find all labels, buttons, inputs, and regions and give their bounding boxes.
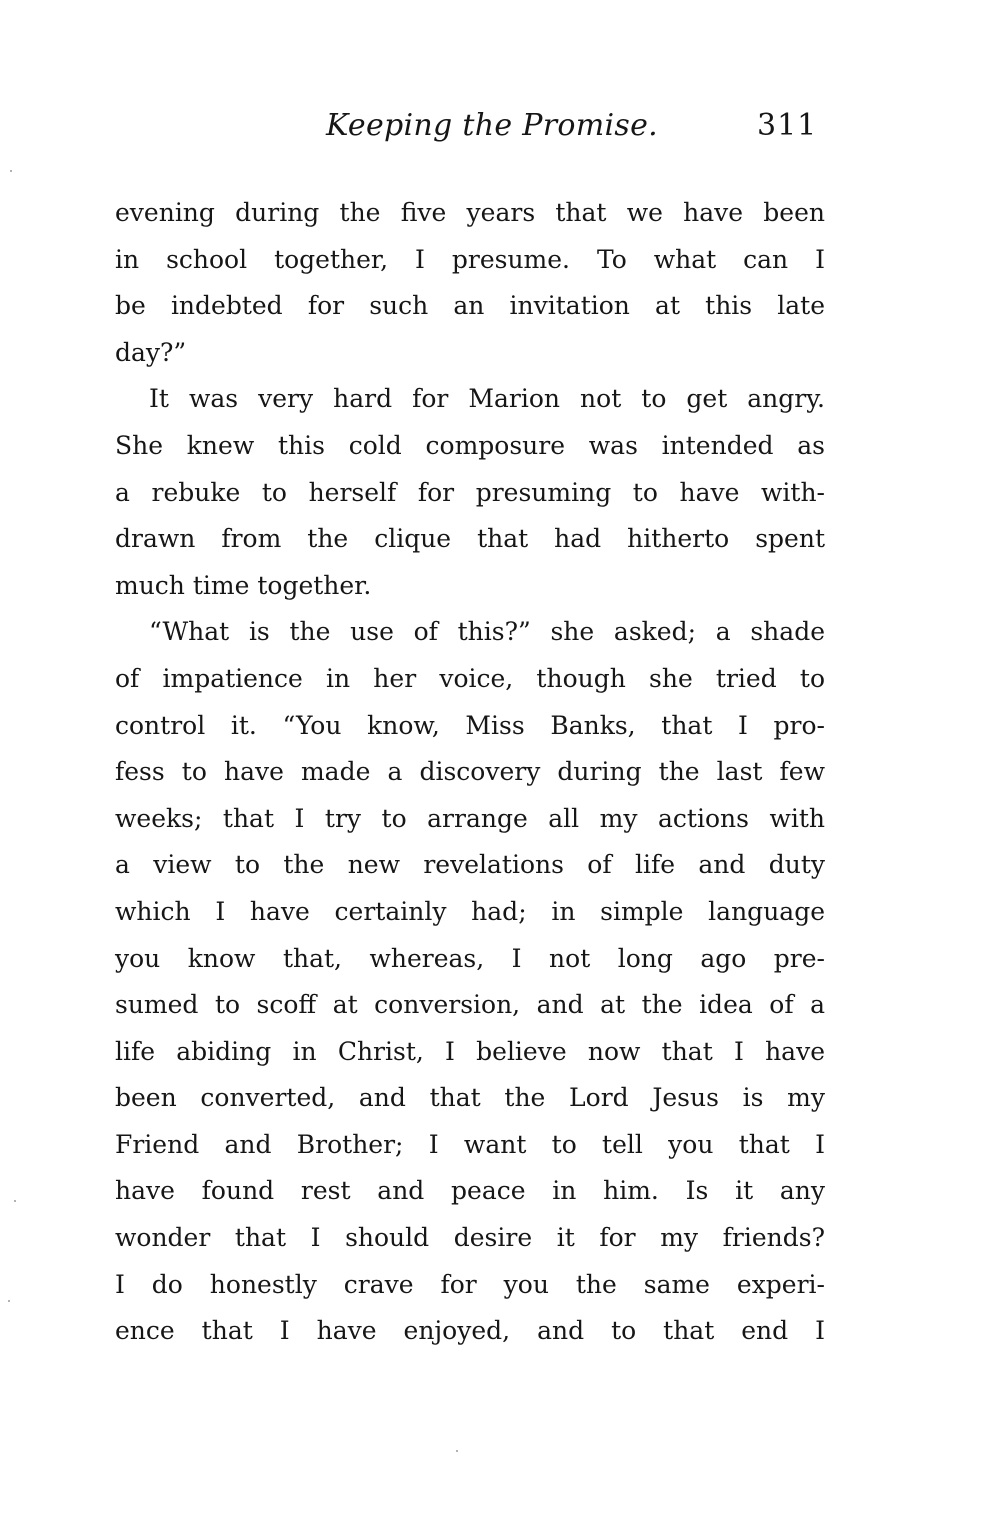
text-line: evening during the five years that we have been	[115, 198, 825, 227]
text-line: much time together.	[115, 570, 372, 600]
text-line: weeks; that I try to arrange all my actions with	[115, 803, 825, 833]
running-title: Keeping the Promise.	[326, 108, 658, 143]
scan-speck	[456, 1450, 458, 1452]
text-line: you know that, whereas, I not long ago pre-	[115, 943, 825, 973]
running-head	[0, 108, 1000, 158]
text-line: control it. “You know, Miss Banks, that I pro-	[115, 710, 825, 740]
scan-speck	[8, 1300, 10, 1302]
text-line: drawn from the clique that had hitherto spent	[115, 524, 825, 554]
text-line: fess to have made a discovery during the last few	[115, 757, 825, 787]
text-line: life abiding in Christ, I believe now that I have	[115, 1036, 825, 1066]
text-line: be indebted for such an invitation at this late	[115, 291, 825, 321]
text-line: of impatience in her voice, though she tried to	[115, 663, 825, 693]
text-line: I do honestly crave for you the same experi-	[115, 1269, 825, 1299]
text-line: have found rest and peace in him. Is it any	[115, 1176, 825, 1206]
text-line: day?”	[115, 337, 187, 367]
text-line: which I have certainly had; in simple language	[115, 896, 825, 926]
text-line: been converted, and that the Lord Jesus is my	[115, 1083, 825, 1113]
text-line: sumed to scoff at conversion, and at the idea of a	[115, 990, 825, 1020]
text-line: wonder that I should desire it for my friends?	[115, 1223, 825, 1253]
page-number: 311	[757, 108, 818, 143]
text-line: Friend and Brother; I want to tell you that I	[115, 1129, 825, 1159]
body-text	[115, 190, 825, 1355]
scan-speck	[10, 170, 12, 172]
text-line: a rebuke to herself for presuming to have with-	[115, 477, 825, 507]
scan-speck	[14, 1200, 16, 1202]
text-line: in school together, I presume. To what can I	[115, 244, 825, 274]
text-line: a view to the new revelations of life and duty	[115, 850, 825, 880]
paragraph-first-line: It was very hard for Marion not to get angry.	[149, 384, 825, 414]
text-line: ence that I have enjoyed, and to that end I	[115, 1316, 825, 1346]
text-line: She knew this cold composure was intended as	[115, 430, 825, 460]
paragraph-first-line: “What is the use of this?” she asked; a shade	[149, 617, 825, 647]
